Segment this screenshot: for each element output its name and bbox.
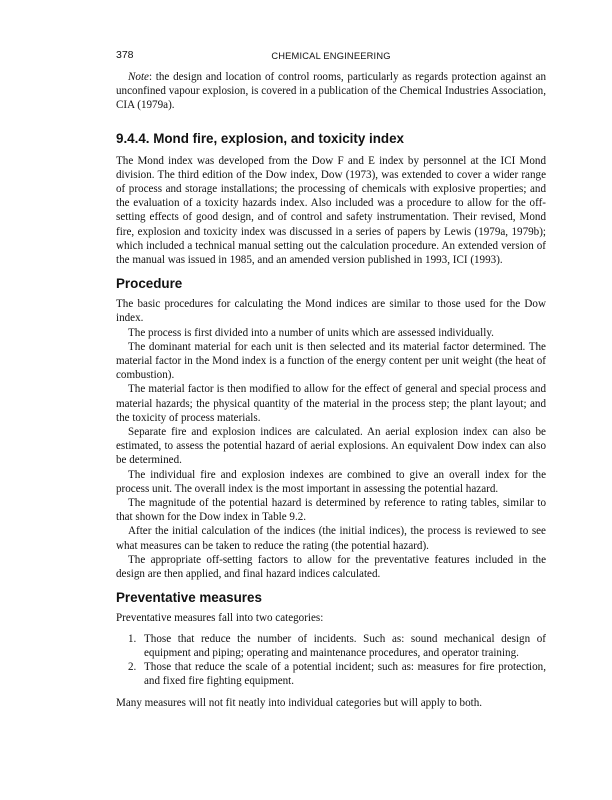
procedure-paragraph-2: The process is first divided into a number of units which are assessed individually. (128, 326, 494, 339)
list-item-number: 1. (128, 632, 137, 645)
page (116, 48, 546, 711)
page-header (116, 48, 546, 62)
list-item (116, 632, 546, 660)
note-paragraph (116, 70, 546, 113)
page-number: 378 (116, 49, 134, 61)
procedure-paragraph-4: The material factor is then modified to allow for the effect of general and special process and material hazards; the physical quantity of the material in the process step; the plant layout; and the toxicity of process materials. (116, 383, 546, 424)
procedure-paragraph-8: After the initial calculation of the indices (the initial indices), the process is reviewed to see what measures can be taken to reduce the rating (the potential hazard). (116, 525, 546, 552)
procedure-paragraph-3: The dominant material for each unit is then selected and its material factor determined. The material factor in the Mond index is a function of the energy content per unit weight (the heat of combustion). (116, 340, 546, 382)
preventative-heading: Preventative measures (116, 590, 262, 606)
closing-paragraph: Many measures will not fit neatly into individual categories but will apply to both. (116, 697, 483, 710)
note-text: : the design and location of control rooms, particularly as regards protection against an unconfined vapour explosion, is covered in a publication of the Chemical Industries Association, CIA (1979a). (116, 71, 546, 112)
procedure-paragraph-5: Separate fire and explosion indices are calculated. An aerial explosion index can also be estimated, to assess the potential hazard of aerial explosions. An equivalent Dow index can also be determined. (116, 426, 546, 467)
list-item-text: Those that reduce the number of incidents. Such as: sound mechanical design of equipment and piping; operating and maintenance procedures, and operator training. (144, 632, 546, 659)
procedure-heading: Procedure (116, 276, 183, 292)
list-item-number: 2. (128, 660, 137, 673)
note-label: Note (128, 71, 149, 83)
list-item-text: Those that reduce the scale of a potential incident; such as: measures for fire protection, and fixed fire fighting equipment. (144, 660, 546, 688)
section-heading: 9.4.4. Mond fire, explosion, and toxicity index (116, 130, 404, 146)
section-paragraph: The Mond index was developed from the Dow F and E index by personnel at the ICI Mond division. The third edition of the Dow index, Dow (1973), was extended to cover a wider range of process and storage installations; the processing of chemicals with explosive properties; and the evaluation of a toxicity hazards index. Also included was a procedure to allow for the off-setting effects of good design, and of control and safety instrumentation. Their revised, Mond fire, explosion and toxicity index was discussed in a series of papers by Lewis (1979a, 1979b); which included a technical manual setting out the calculation procedure. An extended version of the manual was issued in 1985, and an amended version published in 1993, ICI (1993). (116, 154, 546, 267)
procedure-paragraph-9: The appropriate off-setting factors to allow for the preventative features included in the design are then applied, and final hazard indices calculated. (116, 553, 546, 581)
preventative-intro: Preventative measures fall into two categories: (116, 612, 324, 625)
list-item (116, 660, 546, 688)
procedure-paragraph-7: The magnitude of the potential hazard is determined by reference to rating tables, similar to that shown for the Dow index in Table 9.2. (116, 497, 546, 524)
procedure-paragraph-1: The basic procedures for calculating the Mond indices are similar to those used for the Dow index. (116, 298, 546, 325)
running-title: CHEMICAL ENGINEERING (271, 51, 391, 61)
preventative-list (116, 632, 546, 689)
procedure-paragraph-6: The individual fire and explosion indexes are combined to give an overall index for the process unit. The overall index is the most important in assessing the potential hazard. (116, 468, 546, 495)
